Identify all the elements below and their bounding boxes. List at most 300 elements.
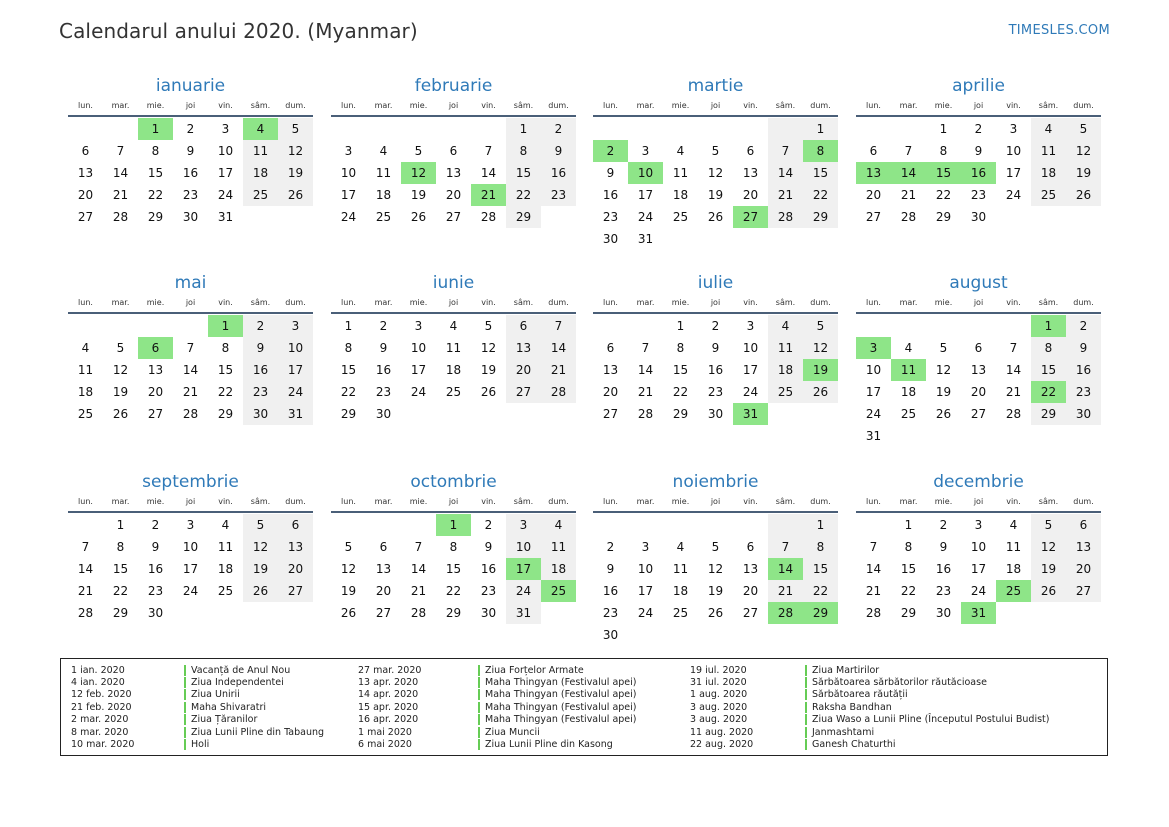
day-cell[interactable]: 26 xyxy=(707,210,724,224)
day-cell[interactable]: 9 xyxy=(939,540,948,554)
day-cell[interactable]: 21 xyxy=(768,580,803,602)
day-cell[interactable]: 30 xyxy=(970,210,987,224)
day-cell[interactable]: 6 xyxy=(1066,514,1101,536)
day-cell[interactable]: 2 xyxy=(711,319,720,333)
day-cell[interactable]: 7 xyxy=(1009,341,1018,355)
day-cell[interactable]: 7 xyxy=(768,140,803,162)
day-cell[interactable]: 15 xyxy=(803,558,838,580)
day-cell[interactable]: 7 xyxy=(414,540,423,554)
day-cell[interactable]: 17 xyxy=(1005,166,1022,180)
day-cell[interactable]: 25 xyxy=(768,381,803,403)
day-cell[interactable]: 24 xyxy=(410,385,427,399)
day-cell[interactable]: 22 xyxy=(340,385,357,399)
day-cell[interactable]: 24 xyxy=(278,381,313,403)
day-cell[interactable]: 22 xyxy=(445,584,462,598)
day-cell[interactable]: 11 xyxy=(541,536,576,558)
day-cell[interactable]: 28 xyxy=(768,602,803,624)
day-cell[interactable]: 16 xyxy=(182,166,199,180)
day-cell[interactable]: 19 xyxy=(803,359,838,381)
day-cell[interactable]: 15 xyxy=(147,166,164,180)
day-cell[interactable]: 11 xyxy=(1005,540,1022,554)
day-cell[interactable]: 11 xyxy=(243,140,278,162)
day-cell[interactable]: 22 xyxy=(803,184,838,206)
day-cell[interactable]: 10 xyxy=(340,166,357,180)
day-cell[interactable]: 4 xyxy=(768,315,803,337)
day-cell[interactable]: 31 xyxy=(637,232,654,246)
day-cell[interactable]: 26 xyxy=(707,606,724,620)
day-cell[interactable]: 2 xyxy=(939,518,948,532)
day-cell[interactable]: 6 xyxy=(746,540,755,554)
day-cell[interactable]: 22 xyxy=(217,385,234,399)
day-cell[interactable]: 10 xyxy=(637,562,654,576)
day-cell[interactable]: 24 xyxy=(217,188,234,202)
day-cell[interactable]: 18 xyxy=(768,359,803,381)
day-cell[interactable]: 17 xyxy=(970,562,987,576)
day-cell[interactable]: 17 xyxy=(637,584,654,598)
day-cell[interactable]: 16 xyxy=(375,363,392,377)
day-cell[interactable]: 20 xyxy=(1066,558,1101,580)
day-cell[interactable]: 23 xyxy=(480,584,497,598)
day-cell[interactable]: 28 xyxy=(112,210,129,224)
day-cell[interactable]: 15 xyxy=(1031,359,1066,381)
day-cell[interactable]: 3 xyxy=(641,540,650,554)
day-cell[interactable]: 9 xyxy=(606,562,615,576)
day-cell[interactable]: 8 xyxy=(344,341,353,355)
day-cell[interactable]: 10 xyxy=(628,162,663,184)
day-cell[interactable]: 4 xyxy=(379,144,388,158)
day-cell[interactable]: 1 xyxy=(344,319,353,333)
day-cell[interactable]: 14 xyxy=(182,363,199,377)
day-cell[interactable]: 21 xyxy=(637,385,654,399)
day-cell[interactable]: 4 xyxy=(541,514,576,536)
day-cell[interactable]: 1 xyxy=(904,518,913,532)
day-cell[interactable]: 29 xyxy=(803,206,838,228)
day-cell[interactable]: 14 xyxy=(865,562,882,576)
day-cell[interactable]: 5 xyxy=(484,319,493,333)
day-cell[interactable]: 30 xyxy=(243,403,278,425)
day-cell[interactable]: 6 xyxy=(606,341,615,355)
day-cell[interactable]: 10 xyxy=(742,341,759,355)
day-cell[interactable]: 22 xyxy=(112,584,129,598)
day-cell[interactable]: 26 xyxy=(410,210,427,224)
day-cell[interactable]: 13 xyxy=(147,363,164,377)
day-cell[interactable]: 22 xyxy=(1031,381,1066,403)
day-cell[interactable]: 26 xyxy=(480,385,497,399)
day-cell[interactable]: 21 xyxy=(865,584,882,598)
day-cell[interactable]: 17 xyxy=(278,359,313,381)
day-cell[interactable]: 15 xyxy=(217,363,234,377)
day-cell[interactable]: 16 xyxy=(961,162,996,184)
day-cell[interactable]: 26 xyxy=(278,184,313,206)
day-cell[interactable]: 10 xyxy=(410,341,427,355)
day-cell[interactable]: 20 xyxy=(375,584,392,598)
day-cell[interactable]: 12 xyxy=(243,536,278,558)
day-cell[interactable]: 9 xyxy=(379,341,388,355)
day-cell[interactable]: 28 xyxy=(410,606,427,620)
day-cell[interactable]: 28 xyxy=(541,381,576,403)
day-cell[interactable]: 27 xyxy=(970,407,987,421)
day-cell[interactable]: 13 xyxy=(506,337,541,359)
day-cell[interactable]: 28 xyxy=(768,206,803,228)
day-cell[interactable]: 7 xyxy=(116,144,125,158)
day-cell[interactable]: 11 xyxy=(891,359,926,381)
day-cell[interactable]: 23 xyxy=(970,188,987,202)
day-cell[interactable]: 16 xyxy=(935,562,952,576)
day-cell[interactable]: 9 xyxy=(711,341,720,355)
day-cell[interactable]: 17 xyxy=(410,363,427,377)
day-cell[interactable]: 1 xyxy=(436,514,471,536)
day-cell[interactable]: 25 xyxy=(217,584,234,598)
day-cell[interactable]: 13 xyxy=(1066,536,1101,558)
day-cell[interactable]: 5 xyxy=(711,540,720,554)
day-cell[interactable]: 28 xyxy=(865,606,882,620)
day-cell[interactable]: 1 xyxy=(208,315,243,337)
day-cell[interactable]: 27 xyxy=(77,210,94,224)
day-cell[interactable]: 25 xyxy=(77,407,94,421)
day-cell[interactable]: 14 xyxy=(480,166,497,180)
day-cell[interactable]: 24 xyxy=(742,385,759,399)
day-cell[interactable]: 20 xyxy=(602,385,619,399)
day-cell[interactable]: 6 xyxy=(974,341,983,355)
day-cell[interactable]: 29 xyxy=(112,606,129,620)
day-cell[interactable]: 22 xyxy=(672,385,689,399)
day-cell[interactable]: 5 xyxy=(243,514,278,536)
day-cell[interactable]: 10 xyxy=(865,363,882,377)
day-cell[interactable]: 27 xyxy=(602,407,619,421)
day-cell[interactable]: 31 xyxy=(961,602,996,624)
day-cell[interactable]: 3 xyxy=(974,518,983,532)
day-cell[interactable]: 29 xyxy=(445,606,462,620)
day-cell[interactable]: 14 xyxy=(410,562,427,576)
day-cell[interactable]: 21 xyxy=(900,188,917,202)
day-cell[interactable]: 5 xyxy=(414,144,423,158)
day-cell[interactable]: 26 xyxy=(340,606,357,620)
day-cell[interactable]: 13 xyxy=(970,363,987,377)
day-cell[interactable]: 5 xyxy=(711,144,720,158)
day-cell[interactable]: 25 xyxy=(243,184,278,206)
day-cell[interactable]: 20 xyxy=(445,188,462,202)
day-cell[interactable]: 19 xyxy=(480,363,497,377)
day-cell[interactable]: 22 xyxy=(147,188,164,202)
day-cell[interactable]: 28 xyxy=(900,210,917,224)
day-cell[interactable]: 9 xyxy=(484,540,493,554)
day-cell[interactable]: 12 xyxy=(340,562,357,576)
day-cell[interactable]: 5 xyxy=(803,315,838,337)
day-cell[interactable]: 8 xyxy=(1031,337,1066,359)
day-cell[interactable]: 21 xyxy=(77,584,94,598)
day-cell[interactable]: 19 xyxy=(1031,558,1066,580)
day-cell[interactable]: 13 xyxy=(742,562,759,576)
day-cell[interactable]: 15 xyxy=(900,562,917,576)
day-cell[interactable]: 5 xyxy=(1066,118,1101,140)
day-cell[interactable]: 29 xyxy=(147,210,164,224)
day-cell[interactable]: 3 xyxy=(221,122,230,136)
day-cell[interactable]: 9 xyxy=(974,144,983,158)
day-cell[interactable]: 28 xyxy=(77,606,94,620)
day-cell[interactable]: 17 xyxy=(637,188,654,202)
day-cell[interactable]: 24 xyxy=(970,584,987,598)
day-cell[interactable]: 29 xyxy=(340,407,357,421)
day-cell[interactable]: 27 xyxy=(733,206,768,228)
day-cell[interactable]: 18 xyxy=(672,584,689,598)
day-cell[interactable]: 10 xyxy=(278,337,313,359)
day-cell[interactable]: 17 xyxy=(742,363,759,377)
day-cell[interactable]: 25 xyxy=(445,385,462,399)
day-cell[interactable]: 5 xyxy=(116,341,125,355)
day-cell[interactable]: 20 xyxy=(278,558,313,580)
day-cell[interactable]: 23 xyxy=(375,385,392,399)
day-cell[interactable]: 23 xyxy=(602,210,619,224)
day-cell[interactable]: 18 xyxy=(77,385,94,399)
day-cell[interactable]: 19 xyxy=(243,558,278,580)
day-cell[interactable]: 1 xyxy=(116,518,125,532)
day-cell[interactable]: 27 xyxy=(1066,580,1101,602)
day-cell[interactable]: 12 xyxy=(1066,140,1101,162)
day-cell[interactable]: 10 xyxy=(217,144,234,158)
day-cell[interactable]: 21 xyxy=(471,184,506,206)
day-cell[interactable]: 11 xyxy=(672,562,689,576)
day-cell[interactable]: 1 xyxy=(506,118,541,140)
day-cell[interactable]: 16 xyxy=(602,584,619,598)
day-cell[interactable]: 7 xyxy=(541,315,576,337)
day-cell[interactable]: 28 xyxy=(182,407,199,421)
day-cell[interactable]: 2 xyxy=(379,319,388,333)
day-cell[interactable]: 7 xyxy=(484,144,493,158)
day-cell[interactable]: 28 xyxy=(637,407,654,421)
day-cell[interactable]: 17 xyxy=(865,385,882,399)
day-cell[interactable]: 15 xyxy=(445,562,462,576)
day-cell[interactable]: 30 xyxy=(707,407,724,421)
day-cell[interactable]: 31 xyxy=(217,210,234,224)
day-cell[interactable]: 1 xyxy=(939,122,948,136)
day-cell[interactable]: 11 xyxy=(768,337,803,359)
day-cell[interactable]: 18 xyxy=(375,188,392,202)
day-cell[interactable]: 16 xyxy=(602,188,619,202)
day-cell[interactable]: 29 xyxy=(672,407,689,421)
day-cell[interactable]: 5 xyxy=(278,118,313,140)
day-cell[interactable]: 6 xyxy=(278,514,313,536)
day-cell[interactable]: 30 xyxy=(147,606,164,620)
day-cell[interactable]: 11 xyxy=(1031,140,1066,162)
day-cell[interactable]: 3 xyxy=(278,315,313,337)
day-cell[interactable]: 1 xyxy=(1031,315,1066,337)
day-cell[interactable]: 14 xyxy=(768,162,803,184)
day-cell[interactable]: 19 xyxy=(112,385,129,399)
day-cell[interactable]: 19 xyxy=(410,188,427,202)
day-cell[interactable]: 4 xyxy=(676,540,685,554)
day-cell[interactable]: 7 xyxy=(869,540,878,554)
day-cell[interactable]: 21 xyxy=(768,184,803,206)
day-cell[interactable]: 4 xyxy=(1031,118,1066,140)
day-cell[interactable]: 1 xyxy=(803,514,838,536)
day-cell[interactable]: 12 xyxy=(1031,536,1066,558)
day-cell[interactable]: 27 xyxy=(445,210,462,224)
day-cell[interactable]: 12 xyxy=(707,562,724,576)
day-cell[interactable]: 24 xyxy=(637,606,654,620)
day-cell[interactable]: 22 xyxy=(803,580,838,602)
day-cell[interactable]: 31 xyxy=(506,602,541,624)
day-cell[interactable]: 17 xyxy=(506,558,541,580)
day-cell[interactable]: 27 xyxy=(506,381,541,403)
day-cell[interactable]: 27 xyxy=(278,580,313,602)
day-cell[interactable]: 7 xyxy=(186,341,195,355)
day-cell[interactable]: 26 xyxy=(1031,580,1066,602)
day-cell[interactable]: 5 xyxy=(939,341,948,355)
day-cell[interactable]: 2 xyxy=(186,122,195,136)
day-cell[interactable]: 8 xyxy=(803,140,838,162)
day-cell[interactable]: 5 xyxy=(1031,514,1066,536)
day-cell[interactable]: 14 xyxy=(637,363,654,377)
day-cell[interactable]: 19 xyxy=(340,584,357,598)
day-cell[interactable]: 27 xyxy=(742,606,759,620)
day-cell[interactable]: 19 xyxy=(278,162,313,184)
day-cell[interactable]: 8 xyxy=(449,540,458,554)
day-cell[interactable]: 26 xyxy=(803,381,838,403)
day-cell[interactable]: 29 xyxy=(900,606,917,620)
day-cell[interactable]: 2 xyxy=(243,315,278,337)
day-cell[interactable]: 20 xyxy=(742,584,759,598)
day-cell[interactable]: 19 xyxy=(1066,162,1101,184)
day-cell[interactable]: 18 xyxy=(1031,162,1066,184)
day-cell[interactable]: 14 xyxy=(112,166,129,180)
day-cell[interactable]: 1 xyxy=(138,118,173,140)
day-cell[interactable]: 22 xyxy=(935,188,952,202)
day-cell[interactable]: 23 xyxy=(541,184,576,206)
day-cell[interactable]: 8 xyxy=(803,536,838,558)
day-cell[interactable]: 26 xyxy=(112,407,129,421)
day-cell[interactable]: 8 xyxy=(939,144,948,158)
day-cell[interactable]: 14 xyxy=(891,162,926,184)
day-cell[interactable]: 29 xyxy=(1031,403,1066,425)
day-cell[interactable]: 20 xyxy=(742,188,759,202)
day-cell[interactable]: 16 xyxy=(707,363,724,377)
day-cell[interactable]: 21 xyxy=(112,188,129,202)
day-cell[interactable]: 22 xyxy=(506,184,541,206)
day-cell[interactable]: 15 xyxy=(340,363,357,377)
day-cell[interactable]: 20 xyxy=(970,385,987,399)
day-cell[interactable]: 10 xyxy=(506,536,541,558)
day-cell[interactable]: 13 xyxy=(77,166,94,180)
day-cell[interactable]: 21 xyxy=(541,359,576,381)
day-cell[interactable]: 31 xyxy=(278,403,313,425)
day-cell[interactable]: 16 xyxy=(541,162,576,184)
day-cell[interactable]: 15 xyxy=(506,162,541,184)
day-cell[interactable]: 3 xyxy=(856,337,891,359)
day-cell[interactable]: 12 xyxy=(401,162,436,184)
day-cell[interactable]: 12 xyxy=(707,166,724,180)
day-cell[interactable]: 8 xyxy=(676,341,685,355)
day-cell[interactable]: 8 xyxy=(506,140,541,162)
day-cell[interactable]: 12 xyxy=(112,363,129,377)
day-cell[interactable]: 2 xyxy=(151,518,160,532)
day-cell[interactable]: 6 xyxy=(379,540,388,554)
day-cell[interactable]: 27 xyxy=(375,606,392,620)
day-cell[interactable]: 30 xyxy=(1066,403,1101,425)
day-cell[interactable]: 8 xyxy=(221,341,230,355)
day-cell[interactable]: 15 xyxy=(926,162,961,184)
day-cell[interactable]: 13 xyxy=(375,562,392,576)
day-cell[interactable]: 25 xyxy=(900,407,917,421)
day-cell[interactable]: 16 xyxy=(480,562,497,576)
day-cell[interactable]: 25 xyxy=(672,210,689,224)
day-cell[interactable]: 11 xyxy=(672,166,689,180)
day-cell[interactable]: 7 xyxy=(904,144,913,158)
day-cell[interactable]: 23 xyxy=(182,188,199,202)
day-cell[interactable]: 30 xyxy=(182,210,199,224)
day-cell[interactable]: 17 xyxy=(217,166,234,180)
day-cell[interactable]: 13 xyxy=(602,363,619,377)
day-cell[interactable]: 21 xyxy=(182,385,199,399)
day-cell[interactable]: 6 xyxy=(506,315,541,337)
day-cell[interactable]: 22 xyxy=(900,584,917,598)
day-cell[interactable]: 23 xyxy=(243,381,278,403)
day-cell[interactable]: 11 xyxy=(375,166,392,180)
day-cell[interactable]: 19 xyxy=(707,584,724,598)
day-cell[interactable]: 16 xyxy=(1066,359,1101,381)
day-cell[interactable]: 27 xyxy=(147,407,164,421)
day-cell[interactable]: 5 xyxy=(344,540,353,554)
day-cell[interactable]: 17 xyxy=(182,562,199,576)
day-cell[interactable]: 3 xyxy=(186,518,195,532)
day-cell[interactable]: 2 xyxy=(606,540,615,554)
day-cell[interactable]: 28 xyxy=(480,210,497,224)
day-cell[interactable]: 31 xyxy=(733,403,768,425)
day-cell[interactable]: 24 xyxy=(1005,188,1022,202)
day-cell[interactable]: 26 xyxy=(1066,184,1101,206)
day-cell[interactable]: 6 xyxy=(746,144,755,158)
day-cell[interactable]: 30 xyxy=(375,407,392,421)
day-cell[interactable]: 25 xyxy=(541,580,576,602)
day-cell[interactable]: 12 xyxy=(480,341,497,355)
day-cell[interactable]: 1 xyxy=(676,319,685,333)
day-cell[interactable]: 18 xyxy=(243,162,278,184)
day-cell[interactable]: 2 xyxy=(541,118,576,140)
day-cell[interactable]: 10 xyxy=(1005,144,1022,158)
day-cell[interactable]: 3 xyxy=(344,144,353,158)
day-cell[interactable]: 4 xyxy=(81,341,90,355)
day-cell[interactable]: 26 xyxy=(935,407,952,421)
day-cell[interactable]: 29 xyxy=(217,407,234,421)
day-cell[interactable]: 25 xyxy=(672,606,689,620)
day-cell[interactable]: 9 xyxy=(606,166,615,180)
day-cell[interactable]: 12 xyxy=(278,140,313,162)
day-cell[interactable]: 16 xyxy=(243,359,278,381)
day-cell[interactable]: 20 xyxy=(77,188,94,202)
day-cell[interactable]: 7 xyxy=(641,341,650,355)
day-cell[interactable]: 1 xyxy=(803,118,838,140)
day-cell[interactable]: 8 xyxy=(151,144,160,158)
day-cell[interactable]: 29 xyxy=(803,602,838,624)
day-cell[interactable]: 3 xyxy=(746,319,755,333)
day-cell[interactable]: 30 xyxy=(602,628,619,642)
day-cell[interactable]: 25 xyxy=(996,580,1031,602)
day-cell[interactable]: 23 xyxy=(147,584,164,598)
day-cell[interactable]: 24 xyxy=(182,584,199,598)
day-cell[interactable]: 3 xyxy=(506,514,541,536)
day-cell[interactable]: 16 xyxy=(147,562,164,576)
day-cell[interactable]: 18 xyxy=(541,558,576,580)
day-cell[interactable]: 4 xyxy=(221,518,230,532)
day-cell[interactable]: 11 xyxy=(217,540,234,554)
day-cell[interactable]: 3 xyxy=(641,144,650,158)
day-cell[interactable]: 30 xyxy=(480,606,497,620)
day-cell[interactable]: 4 xyxy=(676,144,685,158)
day-cell[interactable]: 21 xyxy=(410,584,427,598)
day-cell[interactable]: 6 xyxy=(869,144,878,158)
day-cell[interactable]: 9 xyxy=(186,144,195,158)
day-cell[interactable]: 10 xyxy=(970,540,987,554)
day-cell[interactable]: 13 xyxy=(856,162,891,184)
